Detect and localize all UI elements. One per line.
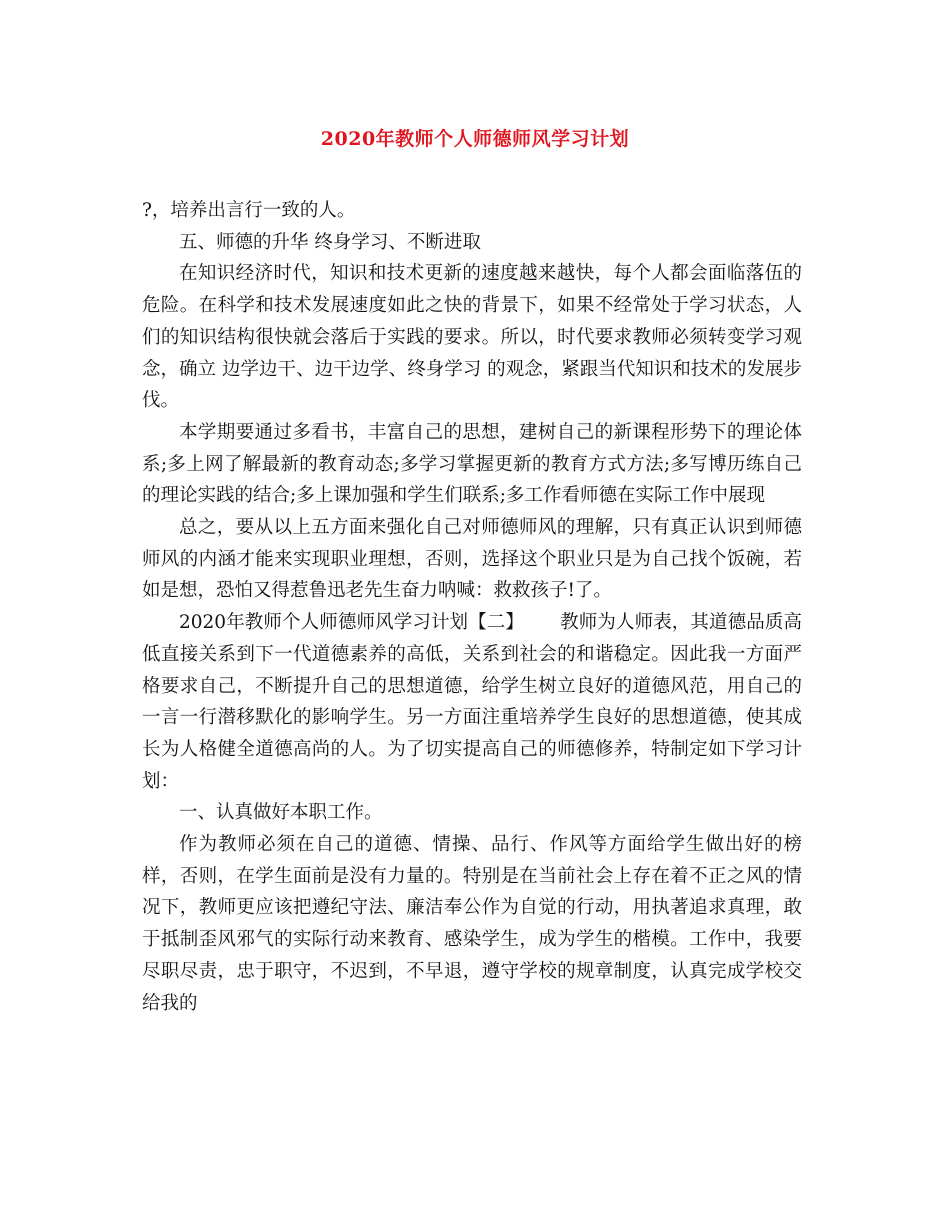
paragraph-6-text: 教师为人师表，其道德品质高低直接关系到下一代道德素养的高低，关系到社会的和谐稳定。因此我一方面严格要求自己，不断提升自己的思想道德，给学生树立良好的道德风范，用自己的一言一行潜移默化的影响学生。另一方面注重培养学生良好的思想道德，使其成长为人格健全道德高尚的人。为了切实提高自己的师德修养，特制定如下学习计划： (142, 612, 802, 792)
paragraph-7: 一、认真做好本职工作。 (179, 802, 383, 824)
paragraph-5: 总之，要从以上五方面来强化自己对师德师风的理解，只有真正认识到师德师风的内涵才能来实现职业理想，否则，选择这个职业只是为自己找个饭碗，若如是想，恐怕又得惹鲁迅老先生奋力呐喊：救救孩子!了。 (142, 517, 802, 602)
document-title: 2020年教师个人师德师风学习计划 (320, 128, 630, 150)
paragraph-4: 本学期要通过多看书，丰富自己的思想，建树自己的新课程形势下的理论体系;多上网了解最新的教育动态;多学习掌握更新的教育方式方法;多写博历练自己的理论实践的结合;多上课加强和学生们联系;多工作看师德在实际工作中展现 (142, 421, 802, 507)
paragraph-1: ?，培养出言行一致的人。 (142, 200, 356, 221)
document-body (142, 195, 802, 1019)
section-heading: 2020年教师个人师德师风学习计划【二】 (179, 612, 525, 634)
paragraph-2: 五、师德的升华 终身学习、不断进取 (179, 231, 481, 253)
paragraph-8: 作为教师必须在自己的道德、情操、品行、作风等方面给学生做出好的榜样，否则，在学生面前是没有力量的。特别是在当前社会上存在着不正之风的情况下，教师更应该把遵纪守法、廉洁奉公作为自觉的行动，用执著追求真理，敢于抵制歪风邪气的实际行动来教育、感染学生，成为学生的楷模。工作中，我要尽职尽责，忠于职守，不迟到，不早退，遵守学校的规章制度，认真完成学校交给我的 (142, 834, 802, 1014)
paragraph-3: 在知识经济时代，知识和技术更新的速度越来越快，每个人都会面临落伍的危险。在科学和技术发展速度如此之快的背景下，如果不经常处于学习状态，人们的知识结构很快就会落后于实践的要求。所以，时代要求教师必须转变学习观念，确立 边学边干、边干边学、终身学习 的观念，紧跟当代知识和技术的发展步伐。 (142, 263, 802, 412)
paragraph-6 (142, 607, 802, 797)
